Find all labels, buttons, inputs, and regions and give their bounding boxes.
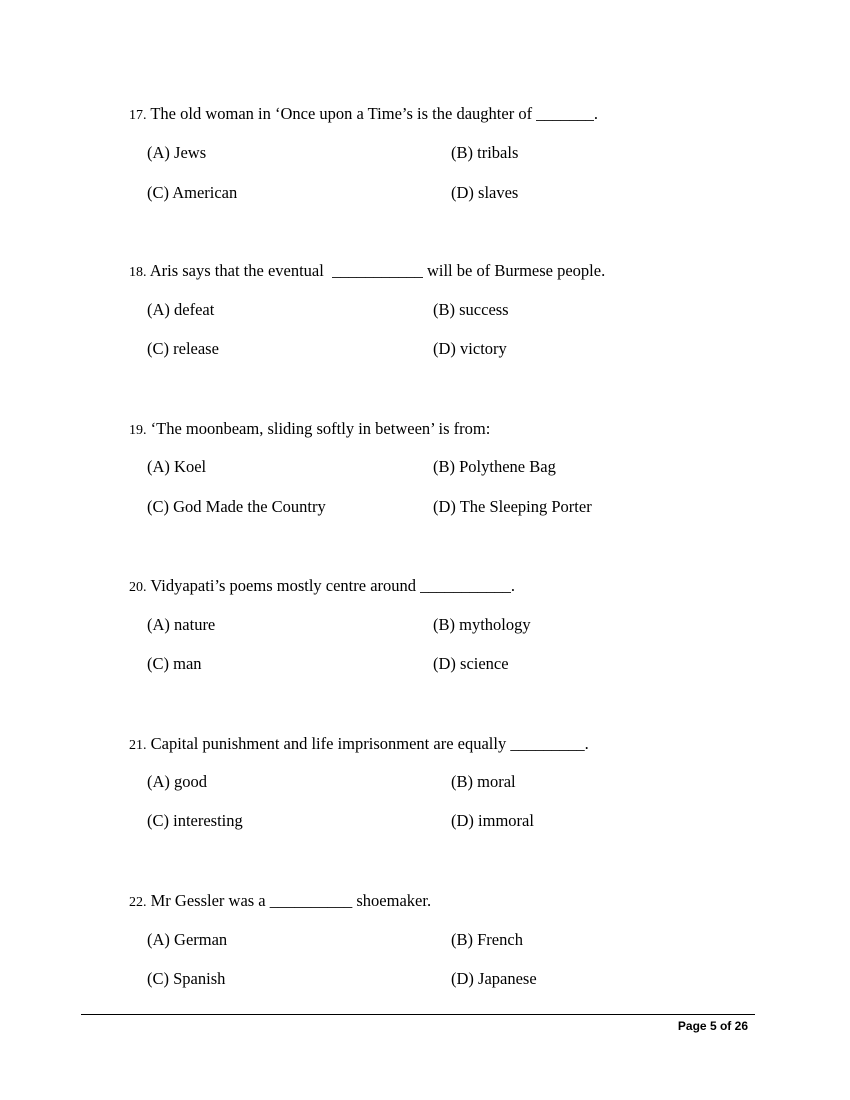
question-21 [129,734,769,830]
option-a: (A) good [147,772,208,791]
question-stem: The old woman in ‘Once upon a Time’s is the daughter of _______. [150,104,599,123]
page-label: Page [677,1019,707,1033]
footer-divider [81,1014,755,1015]
option-b: (B) French [451,930,523,949]
option-d: (D) victory [433,339,507,358]
option-d: (D) immoral [451,811,534,830]
option-c: (C) interesting [147,811,243,830]
question-17 [129,104,769,202]
option-b: (B) moral [451,772,516,791]
question-number: 17. [129,108,147,123]
option-c: (C) Spanish [147,969,226,988]
option-d: (D) slaves [451,183,519,202]
total-pages: 26 [734,1019,748,1033]
option-a: (A) German [147,930,228,949]
question-18 [129,261,769,358]
question-20 [129,576,769,673]
question-stem: ‘The moonbeam, sliding softly in between’ is from: [150,419,491,438]
option-d: (D) science [433,654,509,673]
question-number: 21. [129,738,147,753]
page-footer [678,1019,748,1033]
option-b: (B) success [433,300,509,319]
question-19 [129,419,769,516]
option-a: (A) Jews [147,143,207,162]
option-b: (B) Polythene Bag [433,457,556,476]
option-c: (C) American [147,183,238,202]
option-c: (C) man [147,654,202,673]
option-a: (A) nature [147,615,216,634]
question-number: 20. [129,580,147,595]
question-stem: Capital punishment and life imprisonment are equally _________. [150,734,589,753]
question-number: 19. [129,423,147,438]
option-a: (A) defeat [147,300,215,319]
option-d: (D) The Sleeping Porter [433,497,592,516]
question-text [129,734,769,756]
question-stem: Vidyapati’s poems mostly centre around ___________. [150,576,516,595]
question-stem: Aris says that the eventual ___________ will be of Burmese people. [149,261,606,280]
option-c: (C) God Made the Country [147,497,326,516]
question-number: 18. [129,265,147,280]
page-number: 5 [709,1019,717,1033]
option-a: (A) Koel [147,457,207,476]
question-22 [129,891,769,988]
question-stem: Mr Gessler was a __________ shoemaker. [150,891,432,910]
question-text [129,261,769,283]
question-text [129,576,769,598]
option-d: (D) Japanese [451,969,537,988]
question-number: 22. [129,895,147,910]
of-label: of [719,1019,732,1033]
option-b: (B) tribals [451,143,519,162]
question-text [129,419,769,441]
option-b: (B) mythology [433,615,531,634]
question-text [129,104,769,126]
option-c: (C) release [147,339,219,358]
question-text [129,891,769,913]
